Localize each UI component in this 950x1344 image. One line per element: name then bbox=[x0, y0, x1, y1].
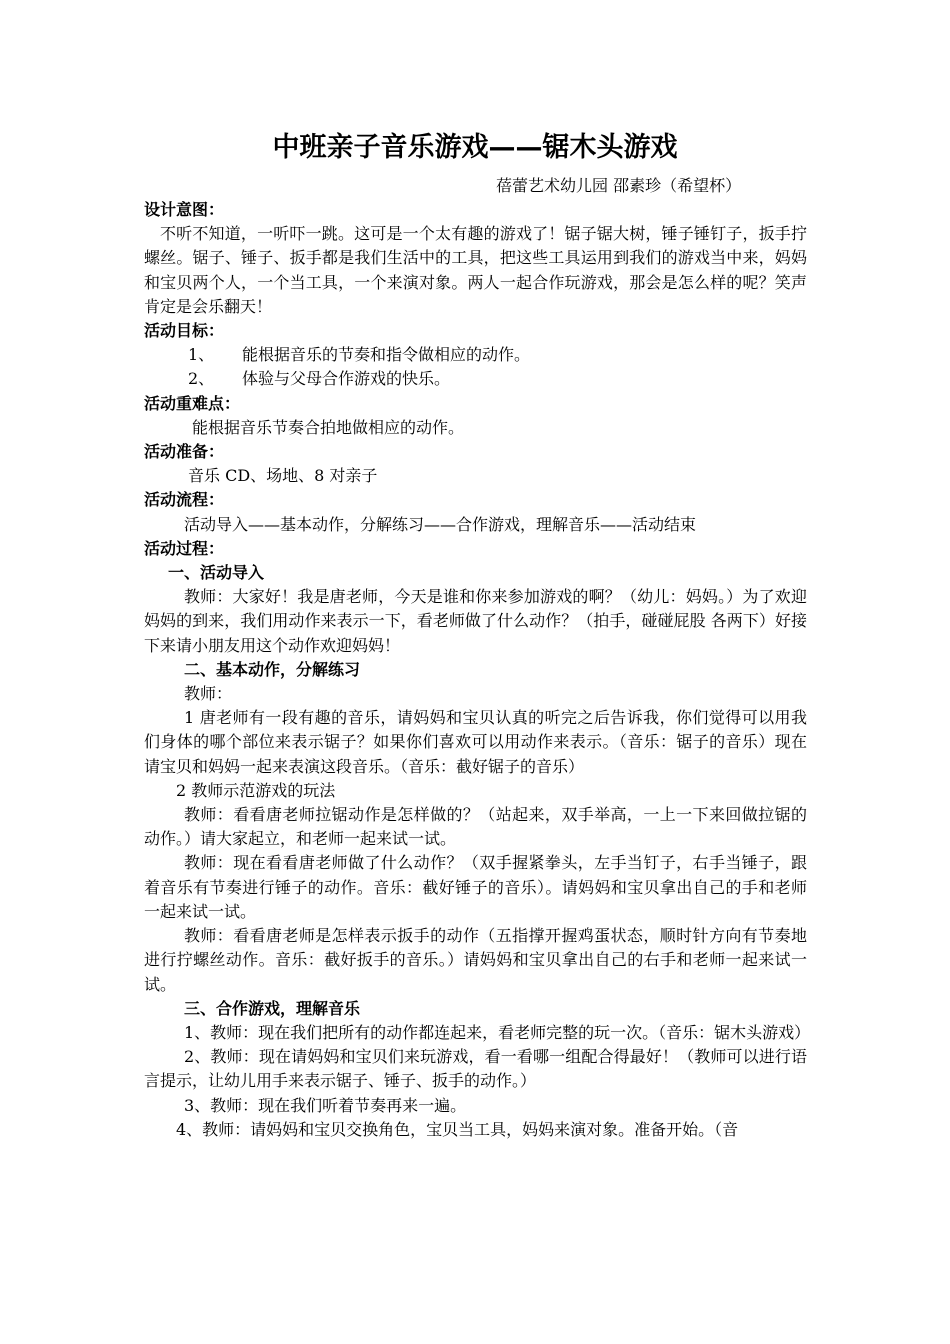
part3-paragraph: 4、教师：请妈妈和宝贝交换角色，宝贝当工具，妈妈来演对象。准备开始。（音 bbox=[176, 1119, 739, 1139]
author-line: 蓓蕾艺术幼儿园 邵素珍（希望杯） bbox=[496, 176, 742, 195]
part2-paragraph: 1 唐老师有一段有趣的音乐，请妈妈和宝贝认真的听完之后告诉我，你们觉得可以用我们身体的哪个部位来表示锯子？如果你们喜欢可以用动作来表示。（音乐：锯子的音乐）现在请宝贝和妈妈一起来表演这段音乐。（音乐：截好锯子的音乐） bbox=[144, 708, 807, 776]
goal-heading: 活动目标： bbox=[144, 321, 225, 341]
prep-heading: 活动准备： bbox=[144, 442, 225, 462]
process-heading: 活动过程： bbox=[144, 538, 225, 558]
part1-heading: 一、活动导入 bbox=[168, 563, 265, 583]
goal-item bbox=[144, 367, 807, 391]
design-text: 不听不知道，一听吓一跳。这可是一个太有趣的游戏了！锯子锯大树，锤子锤钉子，扳手拧螺丝。锯子、锤子、扳手都是我们生活中的工具，把这些工具运用到我们的游戏当中来，妈妈和宝贝两个人，一个当工具，一个来演对象。两人一起合作玩游戏，那会是怎么样的呢？笑声肯定是会乐翻天！ bbox=[144, 224, 807, 316]
goal-number: 2、 bbox=[188, 369, 215, 389]
part3-paragraph: 1、教师：现在我们把所有的动作都连起来，看老师完整的玩一次。（音乐：锯木头游戏） bbox=[184, 1022, 811, 1042]
part3-paragraph: 3、教师：现在我们听着节奏再来一遍。 bbox=[184, 1095, 467, 1115]
design-heading: 设计意图： bbox=[144, 200, 225, 219]
flow-text: 活动导入——基本动作，分解练习——合作游戏，理解音乐——活动结束 bbox=[184, 514, 697, 534]
part2-teacher: 教师： bbox=[184, 684, 233, 704]
part1-text: 教师：大家好！我是唐老师，今天是谁和你来参加游戏的啊？（幼儿：妈妈。）为了欢迎妈妈的到来，我们用动作来表示一下，看老师做了什么动作？（拍手，碰碰屁股 各两下）好接下来请小朋友用这个动作欢迎妈妈！ bbox=[144, 587, 807, 655]
goal-text: 体验与父母合作游戏的快乐。 bbox=[242, 369, 451, 389]
document-body bbox=[144, 198, 811, 1142]
goal-text: 能根据音乐的节奏和指令做相应的动作。 bbox=[242, 345, 531, 365]
part2-paragraph: 教师：看看唐老师拉锯动作是怎样做的？（站起来，双手举高，一上一下来回做拉锯的动作。）请大家起立，和老师一起来试一试。 bbox=[144, 805, 807, 849]
part2-paragraph: 教师：现在看看唐老师做了什么动作？（双手握紧拳头，左手当钉子，右手当锤子，跟着音乐有节奏进行锤子的动作。音乐：截好锤子的音乐）。请妈妈和宝贝拿出自己的手和老师一起来试一试。 bbox=[144, 853, 807, 921]
key-text: 能根据音乐节奏合拍地做相应的动作。 bbox=[192, 417, 465, 437]
part3-paragraph: 2、教师：现在请妈妈和宝贝们来玩游戏，看一看哪一组配合得最好！（教师可以进行语言提示，让幼儿用手来表示锯子、锤子、扳手的动作。） bbox=[144, 1047, 807, 1091]
part3-heading: 三、合作游戏，理解音乐 bbox=[184, 998, 361, 1018]
part2-heading: 二、基本动作，分解练习 bbox=[184, 659, 361, 679]
document-title: 中班亲子音乐游戏——锯木头游戏 bbox=[272, 132, 678, 163]
goal-number: 1、 bbox=[188, 345, 215, 365]
prep-text: 音乐 CD、场地、8 对亲子 bbox=[188, 466, 378, 486]
key-heading: 活动重难点： bbox=[144, 393, 241, 413]
part2-paragraph: 教师：看看唐老师是怎样表示扳手的动作（五指撑开握鸡蛋状态，顺时针方向有节奏地进行拧螺丝动作。音乐：截好扳手的音乐。）请妈妈和宝贝拿出自己的右手和老师一起来试一试。 bbox=[144, 926, 807, 994]
goal-item bbox=[144, 343, 807, 367]
part2-paragraph: 2 教师示范游戏的玩法 bbox=[176, 780, 336, 800]
flow-heading: 活动流程： bbox=[144, 490, 225, 510]
